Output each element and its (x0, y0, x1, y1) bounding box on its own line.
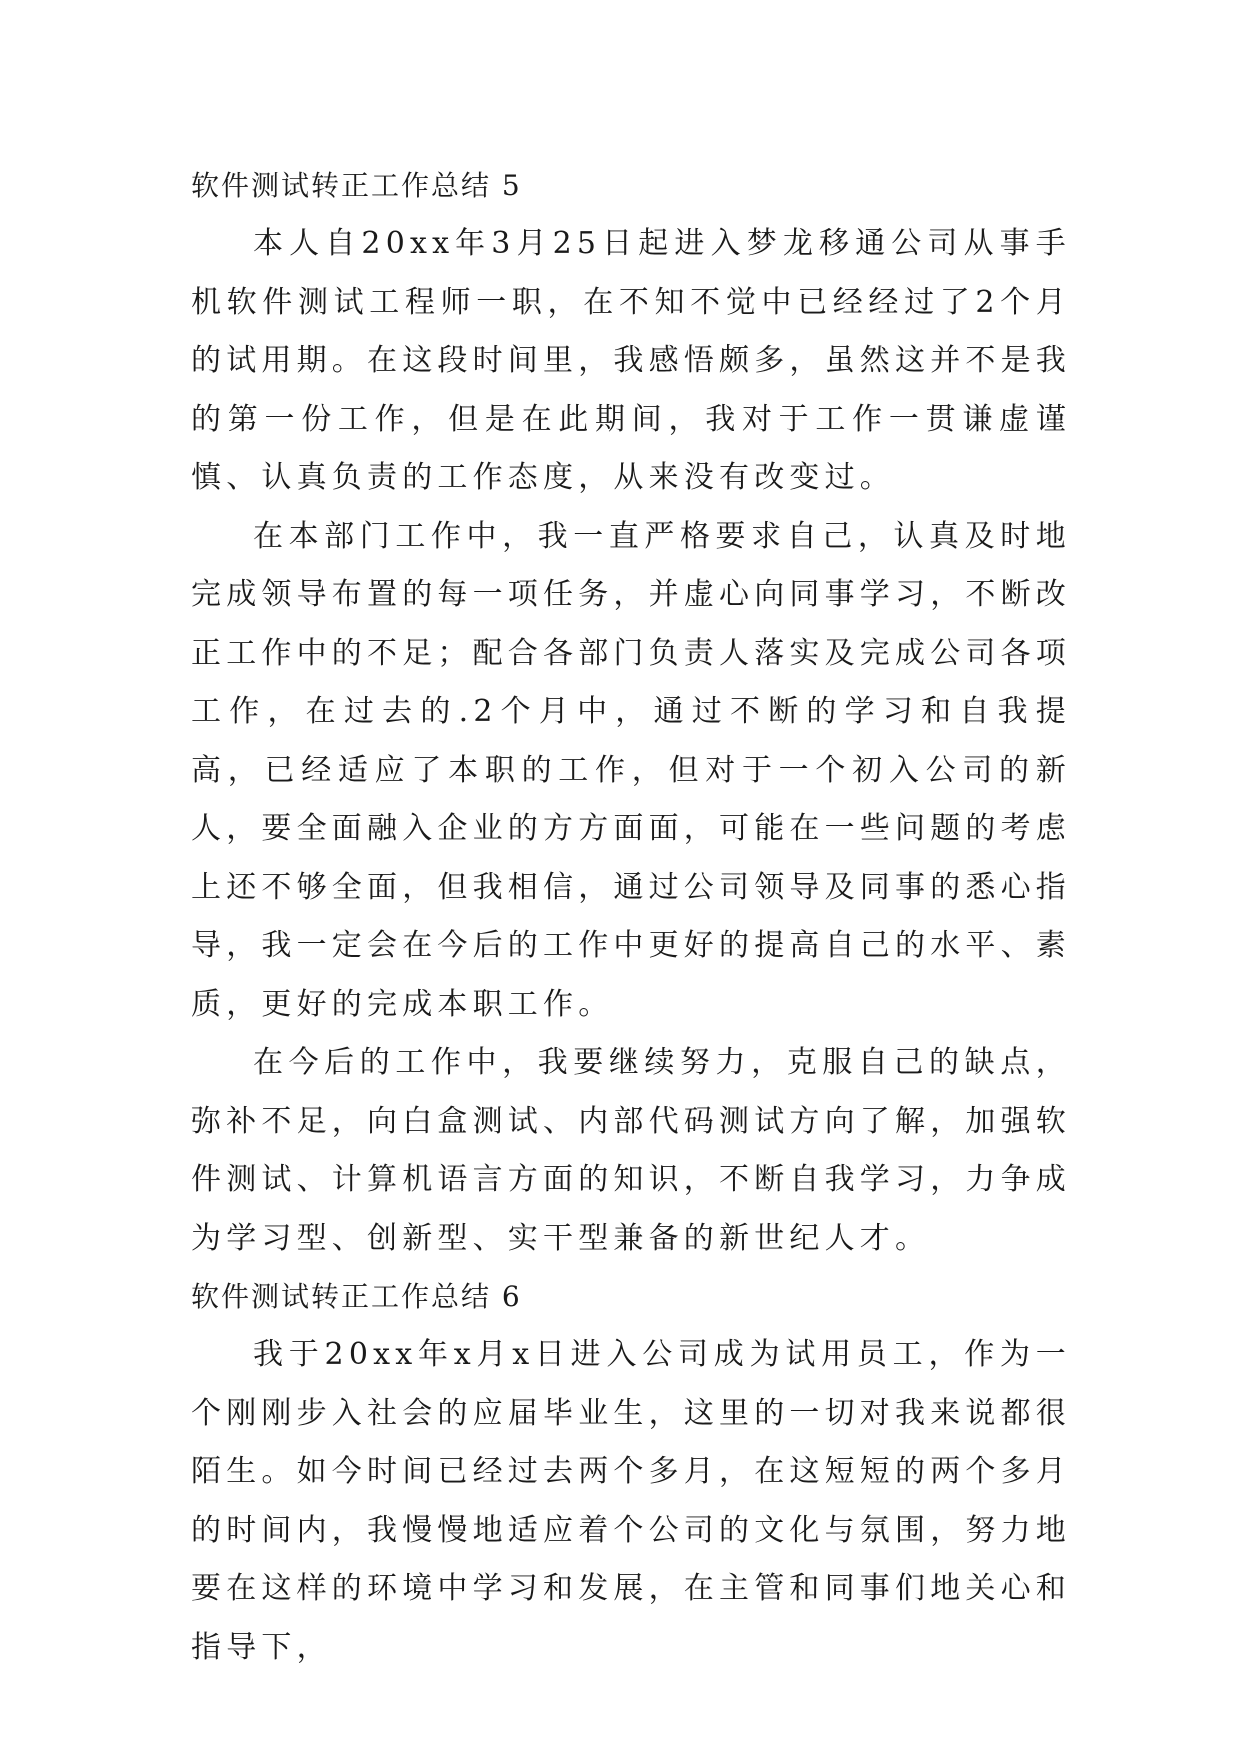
paragraph: 本人自20xx年3月25日起进入梦龙移通公司从事手机软件测试工程师一职，在不知不觉中已经经过了2个月的试用期。在这段时间里，我感悟颇多，虽然这并不是我的第一份工作，但是在此期间，我对于工作一贯谦虚谨慎、认真负责的工作态度，从来没有改变过。 (191, 226, 1071, 495)
section-title: 软件测试转正工作总结 5 (191, 169, 522, 202)
paragraph: 在本部门工作中，我一直严格要求自己，认真及时地完成领导布置的每一项任务，并虚心向同事学习，不断改正工作中的不足；配合各部门负责人落实及完成公司各项工作，在过去的.2个月中，通过不断的学习和自我提高，已经适应了本职的工作，但对于一个初入公司的新人，要全面融入企业的方方面面，可能在一些问题的考虑上还不够全面，但我相信，通过公司领导及同事的悉心指导，我一定会在今后的工作中更好的提高自己的水平、素质，更好的完成本职工作。 (191, 518, 1071, 1022)
section-title: 软件测试转正工作总结 6 (191, 1280, 522, 1313)
paragraph: 在今后的工作中，我要继续努力，克服自己的缺点，弥补不足，向白盒测试、内部代码测试方向了解，加强软件测试、计算机语言方面的知识，不断自我学习，力争成为学习型、创新型、实干型兼备的新世纪人才。 (191, 1045, 1071, 1256)
paragraph: 我于20xx年x月x日进入公司成为试用员工，作为一个刚刚步入社会的应届毕业生，这里的一切对我来说都很陌生。如今时间已经过去两个多月，在这短短的两个多月的时间内，我慢慢地适应着个公司的文化与氛围，努力地要在这样的环境中学习和发展，在主管和同事们地关心和指导下， (191, 1337, 1071, 1665)
document-body (191, 157, 1071, 1677)
